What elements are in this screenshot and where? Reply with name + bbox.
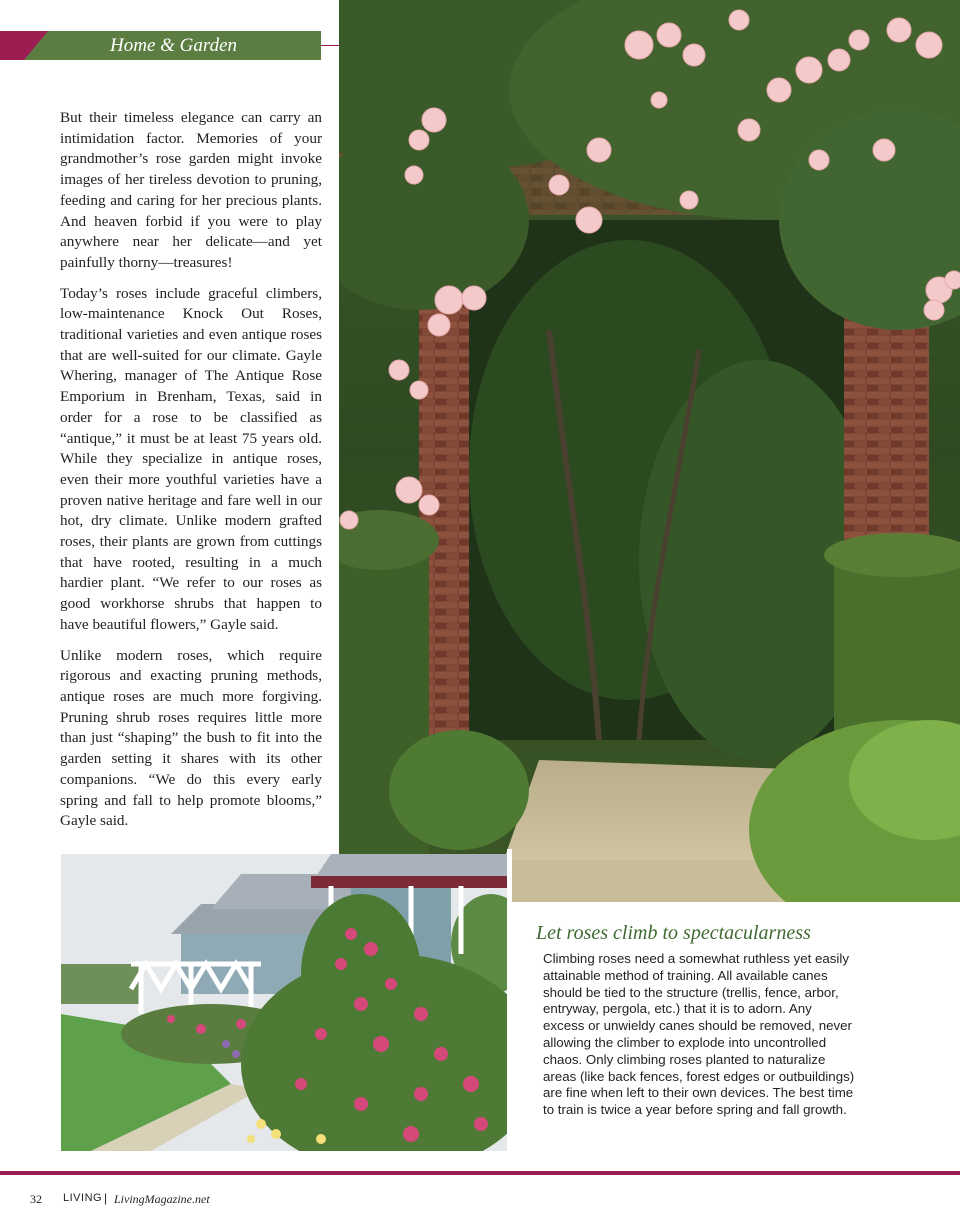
footer-separator: | — [104, 1191, 108, 1205]
section-title: Home & Garden — [110, 35, 237, 56]
article-body — [60, 108, 322, 842]
pergola-garden-photo — [61, 854, 507, 1151]
sidebar-body: Climbing roses need a somewhat ruthless yet easily attainable method of training. All available canes should be tied to the structure (trellis, fence, arbor, entryway, pergola, etc.) that it is to adorn. Any excess or unwieldy canes should be removed, never allowing the climber to explode into uncontrolled chaos. Only climbing roses planted to naturalize areas (like back fences, forest edges or outbuildings) are fine when left to their own devices. The best time to train is twice a year before spring and fall growth. — [543, 951, 855, 1118]
sidebar-title: Let roses climb to spectacularness — [536, 922, 811, 944]
rose-arbor-photo — [339, 0, 960, 902]
article-paragraph: Unlike modern roses, which require rigorous and exacting pruning methods, antique roses are much more forgiving. Pruning shrub roses requires little more than just “shaping” the bush to fit into the garden setting it shares with its other companions. “We do this every early spring and fall to help promote blooms,” Gayle said. — [60, 646, 322, 830]
magazine-name: LIVING — [63, 1192, 103, 1204]
banner-rule — [321, 45, 339, 46]
footer-rule — [0, 1171, 960, 1175]
website-link[interactable]: LivingMagazine.net — [114, 1192, 210, 1206]
article-paragraph: But their timeless elegance can carry an intimidation factor. Memories of your grandmother’s rose garden might invoke images of her tireless devotion to pruning, feeding and caring for her precious plants. And heaven forbid if you were to play anywhere near her delicate—and yet painfully thorny—treasures! — [60, 109, 322, 271]
page-number: 32 — [30, 1192, 42, 1206]
photo-frame — [507, 849, 512, 1151]
article-paragraph: Today’s roses include graceful climbers, low-maintenance Knock Out Roses, traditional varieties and even antique roses that are well-suited for our climate. Gayle Whering, manager of The Antique Rose Emporium in Brenham, Texas, said in order for a rose to be classified as “antique,” it must be at least 75 years old. While they specialize in antique roses, even their more youthful varieties have a proven native heritage and fare well in our hot, dry climate. Unlike modern grafted roses, their plants are grown from cuttings that have rooted, resulting in a much hardier plant. “We refer to our roses as good workhorse shrubs that happen to have beautiful flowers,” Gayle said. — [60, 284, 322, 633]
